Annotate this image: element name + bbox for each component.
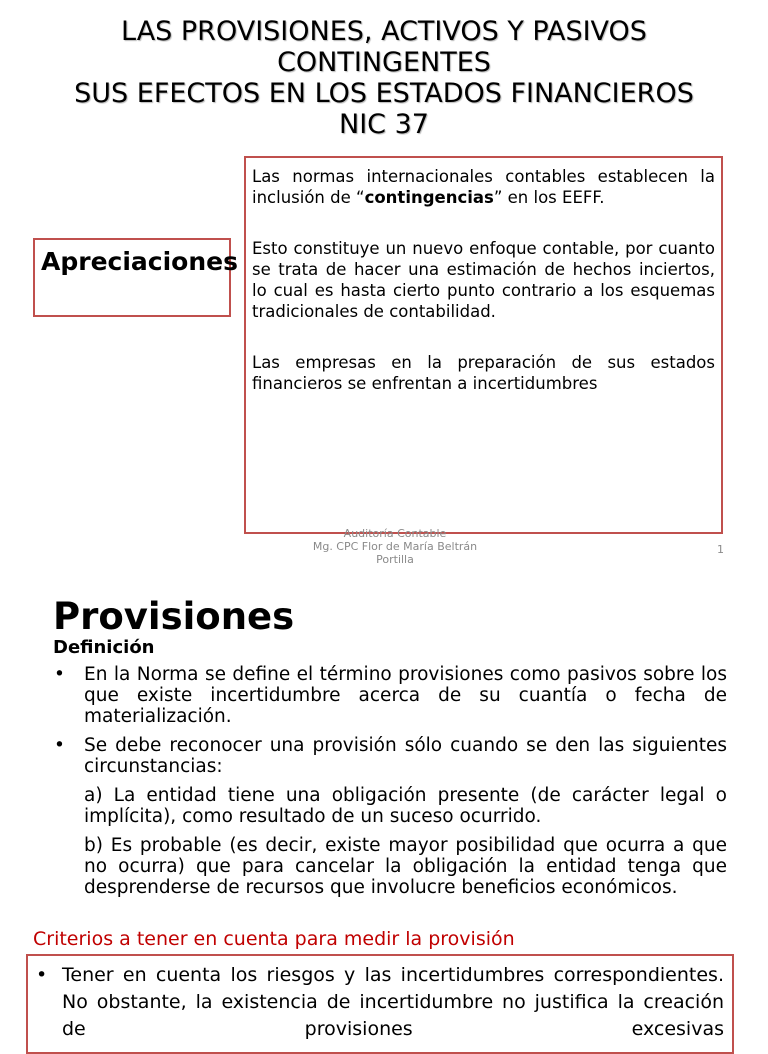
bullet-text: En la Norma se define el término provisiones como pasivos sobre los que existe incertidumbre acerca de su cuantía o fecha de materialización. [84,664,727,727]
criterios-box [26,954,734,1054]
slide-footer [255,527,535,566]
slide-title [0,16,768,140]
page-number: 1 [717,543,724,556]
criterios-heading: Criterios a tener en cuenta para medir la provisión [33,928,515,950]
footer-line: Portilla [376,553,414,566]
definition-list [52,664,727,906]
list-item [52,664,727,727]
list-item [52,735,727,777]
bullet-icon: • [54,664,65,685]
apreciaciones-box [33,238,238,317]
paragraph-1-end: ” en los EEFF. [493,188,605,207]
apreciaciones-label: Apreciaciones [41,247,238,276]
paragraph-2: Esto constituye un nuevo enfoque contable, por cuanto se trata de hacer una estimación de hechos inciertos, lo cual es hasta cierto punto contrario a los esquemas tradicionales de contabilidad. [252,239,715,321]
paragraph-1 [252,166,715,208]
criterio-text: Tener en cuenta los riesgos y las incertidumbres correspondientes. No obstante, la existencia de incertidumbre no justifica la creación de provisiones excesivas [62,964,724,1040]
content-text [252,166,715,580]
criterio-item [36,962,724,1043]
slide-2 [0,580,768,1040]
paragraph-3: Las empresas en la preparación de sus estados financieros se enfrentan a incertidumbres [252,353,715,393]
title-line: NIC 37 [339,109,429,140]
sub-item-b: b) Es probable (es decir, existe mayor posibilidad que ocurra a que no ocurra) que para cancelar la obligación la entidad tenga que desprenderse de recursos que involucre beneficios económicos. [84,835,727,898]
footer-line: Mg. CPC Flor de María Beltrán [312,540,478,553]
bullet-icon: • [36,964,48,986]
footer-line: Auditoría Contable [343,527,447,540]
definicion-subtitle: Definición [53,637,155,658]
bullet-text: Se debe reconocer una provisión sólo cuando se den las siguientes circunstancias: [84,735,727,777]
title-line: SUS EFECTOS EN LOS ESTADOS FINANCIEROS [74,78,694,109]
contingencias-bold: contingencias [364,188,494,207]
sub-item-a: a) La entidad tiene una obligación presente (de carácter legal o implícita), como resultado de un suceso ocurrido. [84,785,727,827]
title-line: CONTINGENTES [277,47,491,78]
paragraph-1-start: Las normas internacionales contables establecen la inclusión de “ [252,167,715,207]
title-line: LAS PROVISIONES, ACTIVOS Y PASIVOS [121,16,647,47]
bullet-icon: • [54,735,65,756]
provisiones-title: Provisiones [53,595,295,638]
